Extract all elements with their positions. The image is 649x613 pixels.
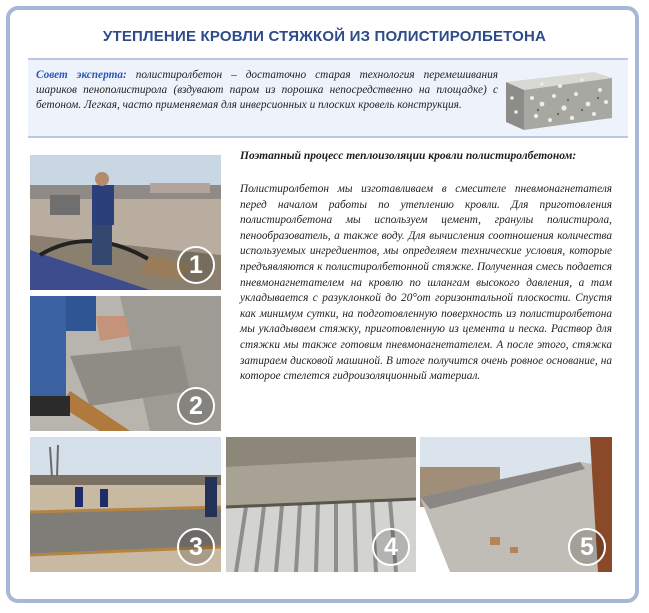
step-number-5: 5 (568, 528, 606, 566)
hand-leveling-photo (30, 296, 221, 431)
process-heading: Поэтапный процесс теплоизоляции кровли полистиролбетоном: (240, 150, 577, 162)
worker-pouring-photo (30, 155, 221, 290)
step-number-4: 4 (372, 528, 410, 566)
expert-tip-panel (28, 58, 628, 138)
step-number-2: 2 (177, 387, 215, 425)
step-number-1: 1 (177, 246, 215, 284)
roof-workers-photo (30, 437, 221, 572)
expert-tip-text (36, 68, 498, 113)
polystyrene-block-image (502, 68, 614, 132)
finished-screed-photo (420, 437, 612, 572)
page-title: УТЕПЛЕНИЕ КРОВЛИ СТЯЖКОЙ ИЗ ПОЛИСТИРОЛБЕТОНА (102, 28, 547, 45)
expert-tip-body: полистиролбетон – достаточно старая технология перемешивания шариков пенополистирола (вздувают паром из порошка непосредственно на площадке) с бетоном. Легкая, часто применяемая для инверсионных и плоских кровель конструкция. (36, 69, 498, 111)
process-body: Полистиролбетон мы изготавливаем в смесителе пневмонагнетателя перед началом работы по утеплению кровли. Для приготовления полистиролбетона мы используем цемент, гранулы полистирола, пенообразователь, а также воду. Для вычисления соотношения количества используемых ингредиентов, мы определяем технические условия, которые предъявляются к полистиролбетонной стяжке. Полученная смесь подается пневмонагнетателем на кровлю по шлангам высокого давления, а там укладывается с разуклонкой до 20°от горизонтальной плоскости. Спустя как минимум сутки, на подготовленную поверхность из полистиролбетона мы укладываем стяжку, приготовленную из цемента и песка. Раствор для стяжки мы также готовим пневмонагнетателем. А после этого, стяжка затираем дисковой машиной. В итоге получится очень ровное основание, на которое стелется гидроизоляционный материал. (240, 183, 612, 383)
corrugated-deck-photo (226, 437, 416, 572)
step-number-3: 3 (177, 528, 215, 566)
expert-tip-label: Совет эксперта: (36, 69, 127, 81)
